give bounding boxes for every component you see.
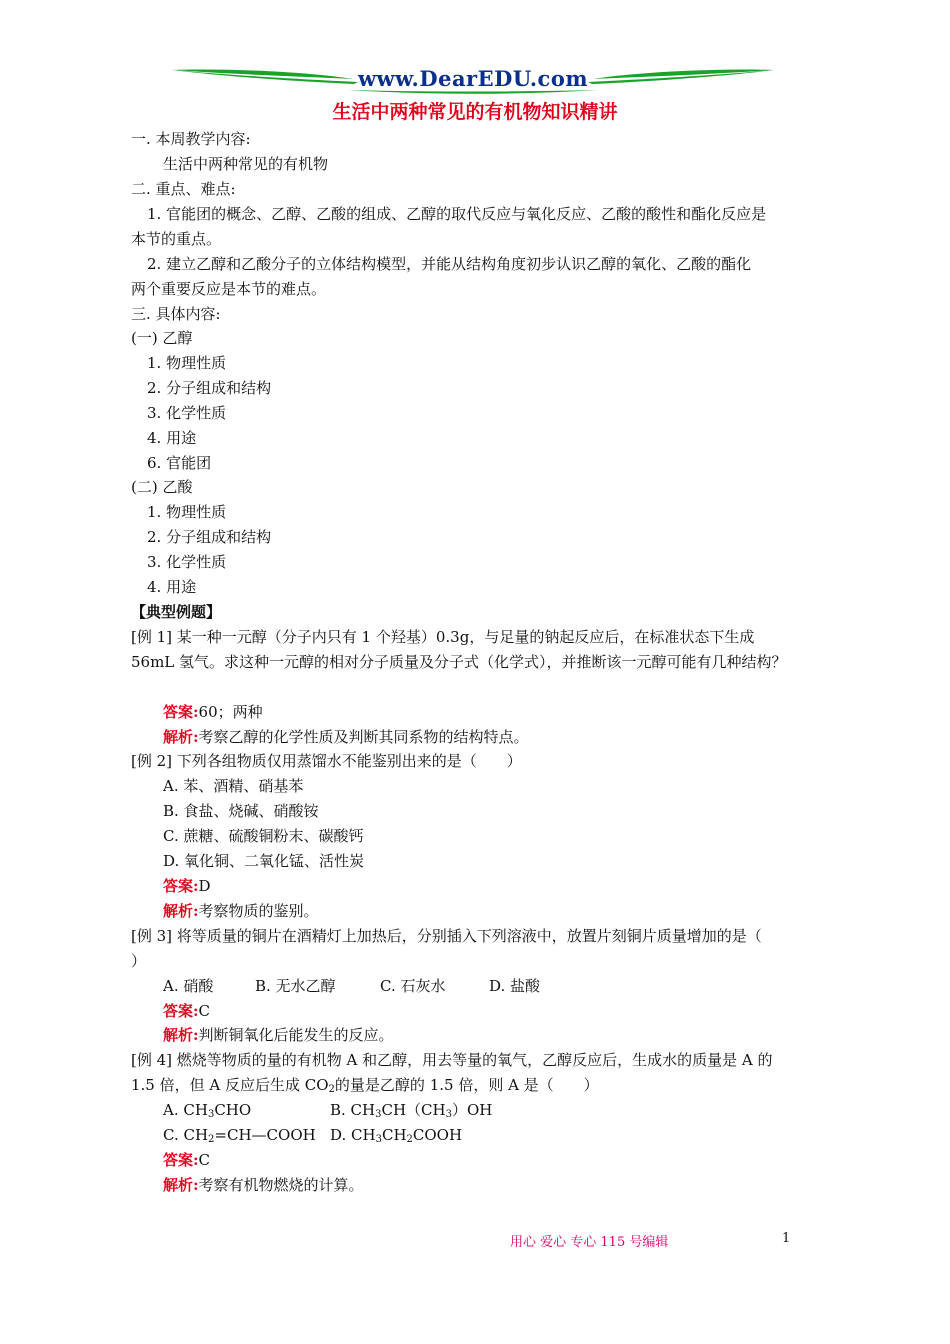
subsection-heading: (一) 乙醇 (131, 329, 193, 347)
option-b: B. 食盐、烧碱、硝酸铵 (163, 802, 319, 820)
answer-label: 答案: (163, 1002, 199, 1020)
answer-label: 答案: (163, 1151, 199, 1169)
example-1-answer (163, 702, 263, 722)
analysis-text: 考察有机物燃烧的计算。 (198, 1176, 364, 1194)
list-item: 4. 用途 (147, 578, 197, 596)
option-c: C. 蔗糖、硫酸铜粉末、碳酸钙 (163, 827, 364, 845)
subscript: 3 (375, 1109, 382, 1120)
example-4-analysis (163, 1175, 364, 1195)
list-item: 4. 用途 (147, 429, 197, 447)
example-1-analysis (163, 727, 529, 747)
text-line: 2. 建立乙醇和乙酸分子的立体结构模型，并能从结构角度初步认识乙醇的氧化、乙酸的酯化 (147, 255, 752, 273)
answer-value: 60；两种 (198, 703, 263, 721)
option-d (330, 1125, 462, 1150)
example-3-analysis (163, 1025, 394, 1045)
text-fragment: CHO (214, 1101, 252, 1119)
subscript: 3 (375, 1134, 382, 1145)
subscript: 2 (406, 1134, 413, 1145)
page-number: 1 (782, 1231, 791, 1246)
example-3-question: [例 3] 将等质量的铜片在酒精灯上加热后，分别插入下列溶液中，放置片刻铜片质量增加的是（ (131, 927, 762, 945)
list-item: 2. 分子组成和结构 (147, 528, 272, 546)
text-line: 两个重要反应是本节的难点。 (131, 280, 327, 298)
list-item: 6. 官能团 (147, 454, 212, 472)
text-line: 本节的重点。 (131, 230, 222, 248)
list-item: 1. 物理性质 (147, 503, 227, 521)
list-item: 2. 分子组成和结构 (147, 379, 272, 397)
site-logo (168, 62, 778, 96)
section-heading: 三. 具体内容: (131, 305, 221, 323)
text-fragment: CH（CH (381, 1101, 446, 1119)
analysis-text: 考察乙醇的化学性质及判断其同系物的结构特点。 (198, 728, 529, 746)
subscript: 3 (445, 1109, 452, 1120)
example-2-analysis (163, 901, 319, 921)
text-fragment: =CH—COOH (214, 1126, 316, 1144)
page-footer: 用心 爱心 专心 115 号编辑 (510, 1235, 669, 1250)
analysis-label: 解析: (163, 1026, 199, 1044)
analysis-label: 解析: (163, 1176, 199, 1194)
option-a: A. 苯、酒精、硝基苯 (163, 777, 304, 795)
example-2-answer (163, 876, 211, 896)
example-1-question: [例 1] 某一种一元醇（分子内只有 1 个羟基）0.3g，与足量的钠起反应后，在标准状态下生成 (131, 628, 755, 646)
analysis-text: 判断铜氧化后能发生的反应。 (198, 1026, 394, 1044)
text-fragment: C. CH (163, 1126, 209, 1144)
analysis-text: 考察物质的鉴别。 (198, 902, 319, 920)
text-fragment: 1.5 倍，但 A 反应后生成 CO (131, 1076, 329, 1094)
text-fragment: 的量是乙醇的 1.5 倍，则 A 是（ ） (334, 1076, 599, 1094)
subscript: 2 (208, 1134, 215, 1145)
logo-text: www.DearEDU.com (357, 66, 589, 91)
text-line: 1. 官能团的概念、乙醇、乙酸的组成、乙醇的取代反应与氧化反应、乙酸的酸性和酯化反应是 (147, 205, 767, 223)
text-fragment: CH (381, 1126, 407, 1144)
text-fragment: D. CH (330, 1126, 376, 1144)
option-c: C. 石灰水 (380, 977, 446, 995)
option-d: D. 氧化铜、二氧化锰、活性炭 (163, 852, 365, 870)
option-c (163, 1125, 316, 1150)
subscript: 2 (328, 1084, 335, 1095)
list-item: 1. 物理性质 (147, 354, 227, 372)
text-fragment: B. CH (330, 1101, 376, 1119)
option-a: A. 硝酸 (163, 977, 214, 995)
example-4-question: [例 4] 燃烧等物质的量的有机物 A 和乙醇，用去等量的氧气，乙醇反应后，生成水的质量是 A 的 (131, 1051, 773, 1069)
example-2-question: [例 2] 下列各组物质仅用蒸馏水不能鉴别出来的是（ ） (131, 752, 522, 770)
example-3-answer (163, 1001, 210, 1021)
section-heading: 二. 重点、难点: (131, 180, 236, 198)
option-d: D. 盐酸 (489, 977, 541, 995)
examples-heading: 【典型例题】 (131, 603, 222, 621)
example-4-answer (163, 1150, 210, 1170)
list-item: 3. 化学性质 (147, 553, 227, 571)
example-1-question-cont: 56mL 氢气。求这种一元醇的相对分子质量及分子式（化学式），并推断该一元醇可能有几种结构？ (131, 653, 787, 671)
text-fragment: COOH (412, 1126, 463, 1144)
analysis-label: 解析: (163, 902, 199, 920)
analysis-label: 解析: (163, 728, 199, 746)
page-title: 生活中两种常见的有机物知识精讲 (332, 101, 618, 123)
answer-value: C (198, 1002, 211, 1020)
list-item: 3. 化学性质 (147, 404, 227, 422)
answer-value: D (198, 877, 211, 895)
option-a (163, 1100, 251, 1125)
text-fragment: ）OH (452, 1101, 493, 1119)
option-b: B. 无水乙醇 (255, 977, 336, 995)
subsection-heading: (二) 乙酸 (131, 478, 193, 496)
text-fragment: A. CH (163, 1101, 208, 1119)
section-heading: 一. 本周教学内容: (131, 130, 251, 148)
example-3-question-cont: ） (131, 952, 147, 970)
option-b (330, 1100, 492, 1125)
answer-label: 答案: (163, 703, 199, 721)
text-line: 生活中两种常见的有机物 (163, 155, 329, 173)
answer-label: 答案: (163, 877, 199, 895)
subscript: 3 (207, 1109, 215, 1120)
answer-value: C (198, 1151, 211, 1169)
example-4-question-cont (131, 1075, 599, 1100)
